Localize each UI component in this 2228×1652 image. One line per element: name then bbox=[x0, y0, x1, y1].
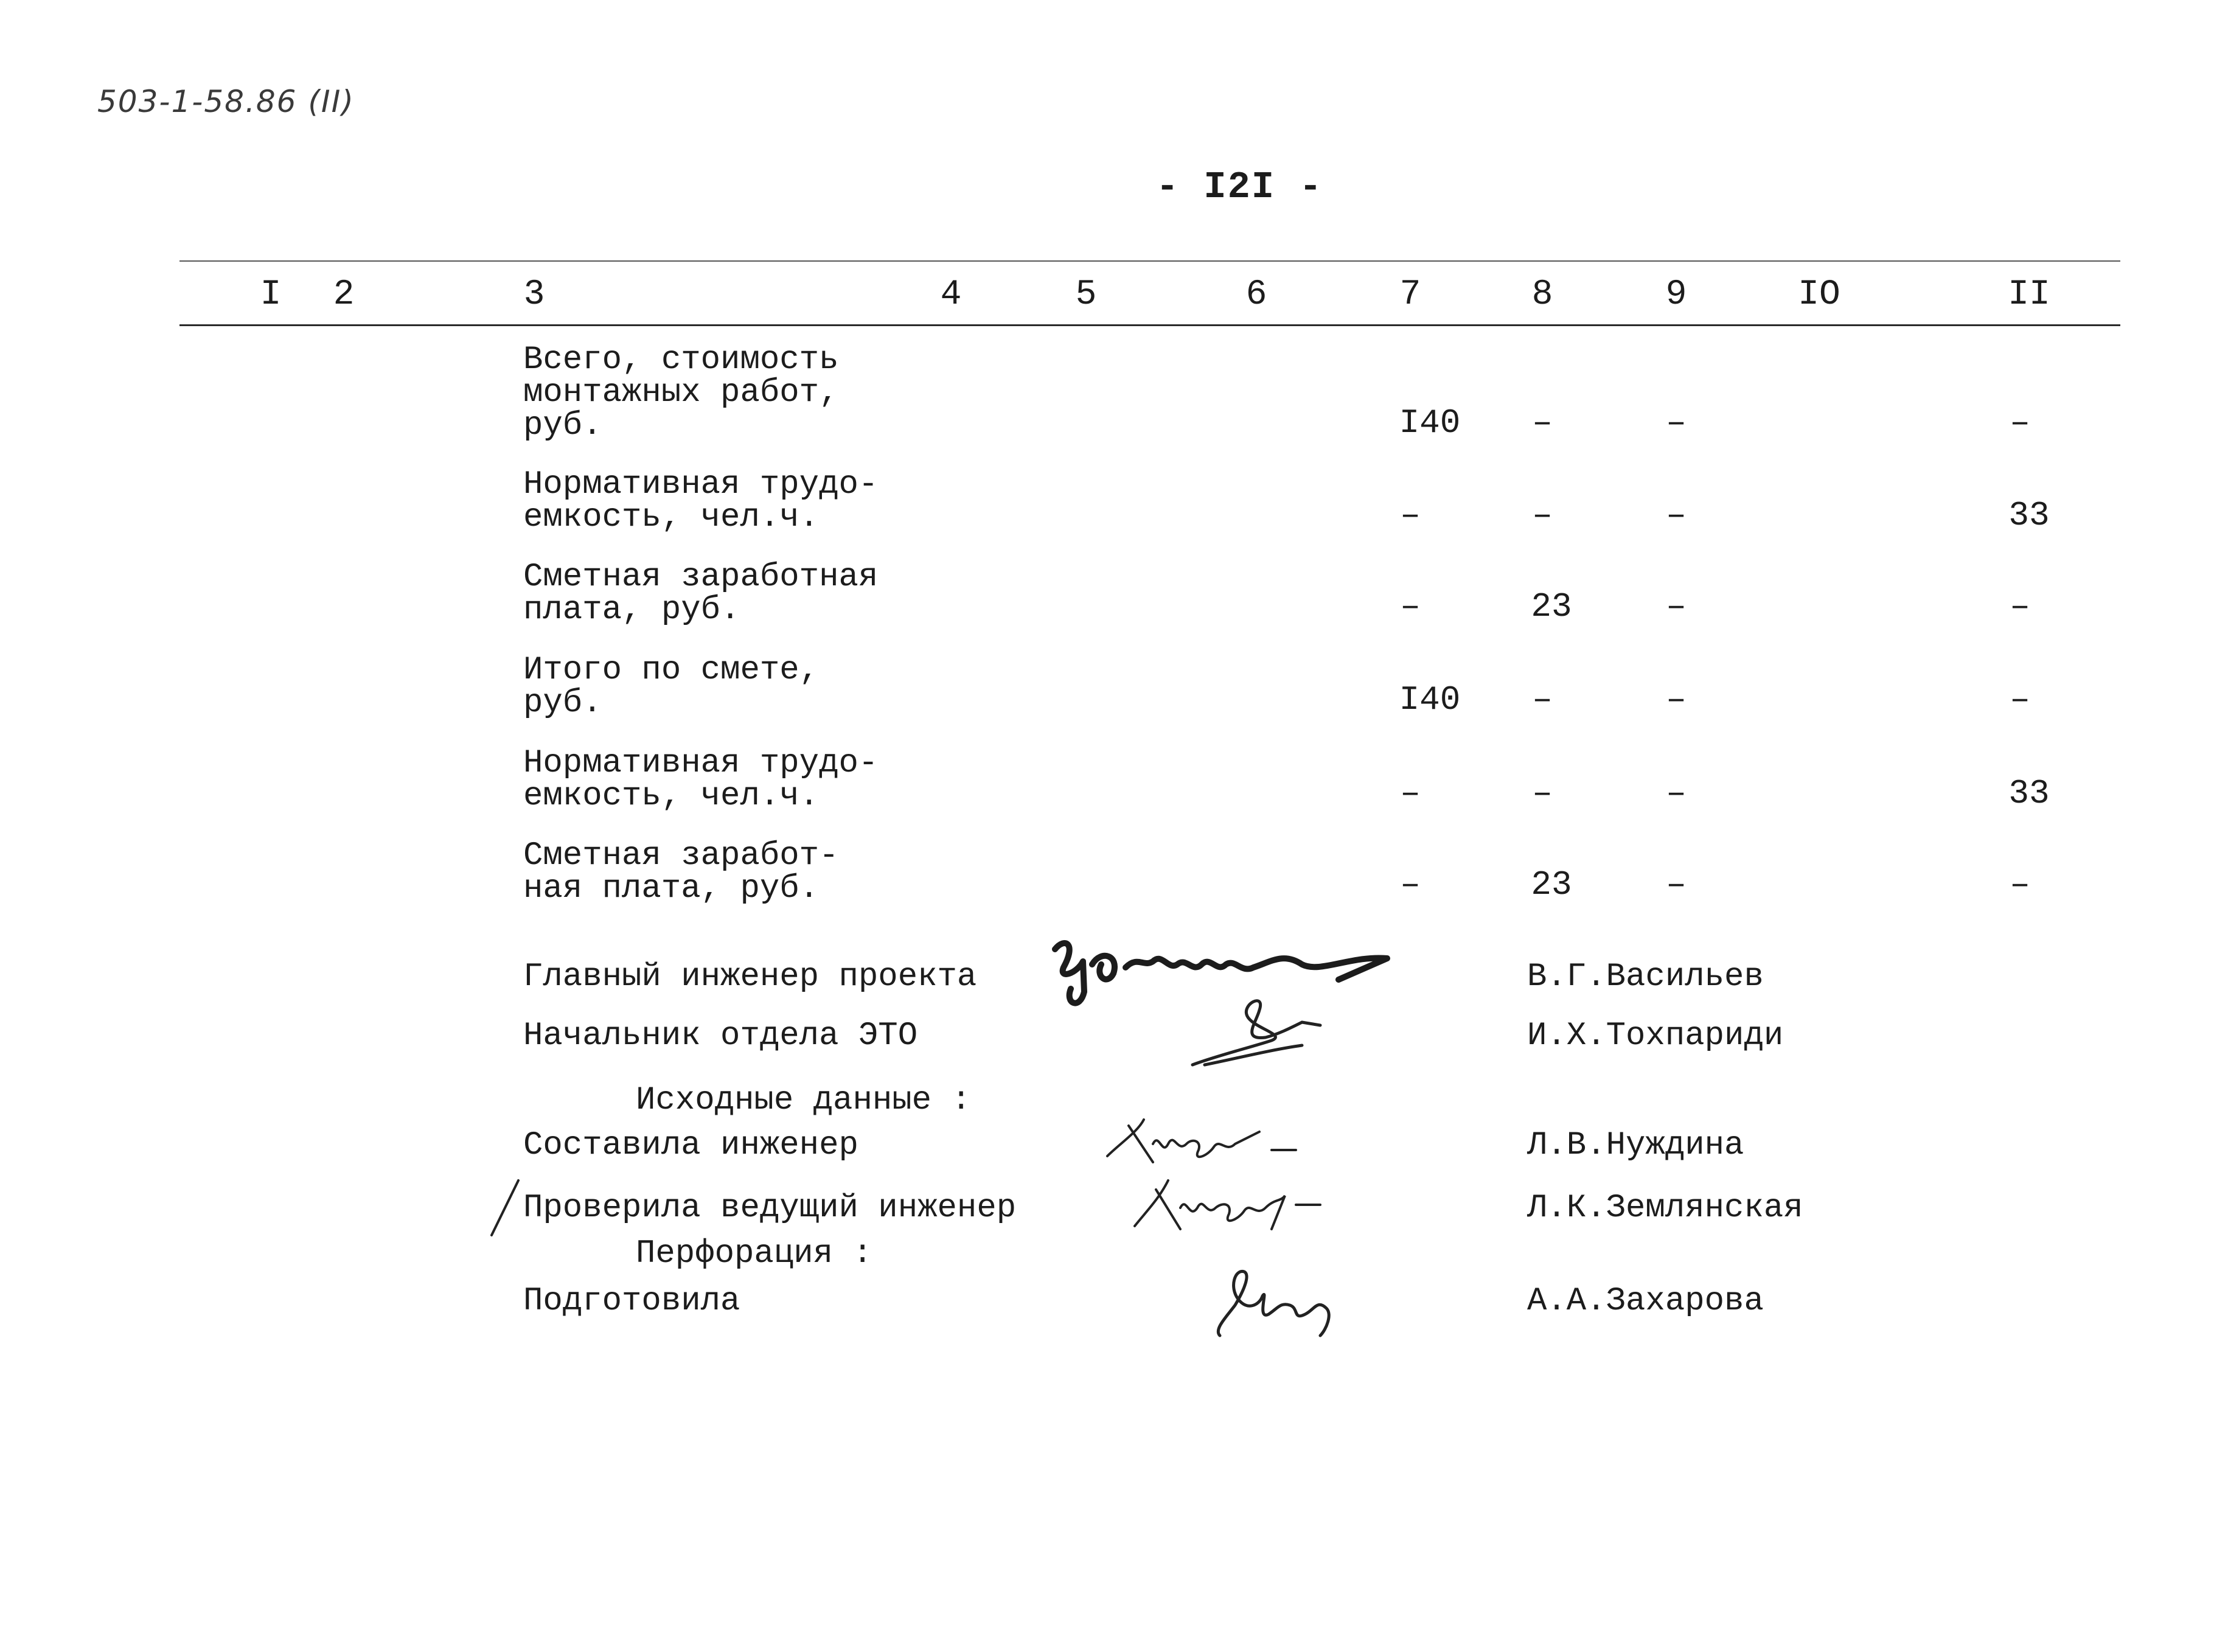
row4-col11: – bbox=[2010, 680, 2030, 719]
row6-col11: – bbox=[2010, 865, 2030, 904]
source-data-heading: Исходные данные : bbox=[636, 1082, 971, 1119]
row5-col8: – bbox=[1532, 774, 1553, 813]
row4-col9: – bbox=[1666, 680, 1687, 719]
compiled-by-name: Л.В.Нуждина bbox=[1527, 1127, 1744, 1164]
row1-col8: – bbox=[1532, 403, 1553, 442]
column-header-9: 9 bbox=[1665, 275, 1687, 315]
chief-engineer-name: В.Г.Васильев bbox=[1527, 958, 1764, 995]
row-label-total-installation: Всего, стоимость монтажных работ, руб. bbox=[523, 341, 839, 444]
column-header-3: 3 bbox=[523, 275, 545, 315]
chief-engineer-role: Главный инженер проекта bbox=[523, 958, 977, 995]
perforation-heading: Перфорация : bbox=[636, 1235, 872, 1272]
column-header-8: 8 bbox=[1531, 275, 1553, 315]
row1-col9: – bbox=[1666, 403, 1687, 442]
row3-col9: – bbox=[1666, 587, 1687, 626]
row-label-labor-intensity-total: Нормативная трудо- емкость, чел.ч. bbox=[523, 745, 879, 815]
row2-col8: – bbox=[1532, 496, 1553, 535]
row1-col11: – bbox=[2010, 403, 2030, 442]
column-header-6: 6 bbox=[1245, 275, 1267, 315]
checked-by-margin-mark bbox=[487, 1177, 523, 1238]
prepared-by-role: Подготовила bbox=[523, 1283, 740, 1320]
row3-col8: 23 bbox=[1531, 587, 1572, 626]
row5-col11: 33 bbox=[2008, 774, 2050, 813]
column-header-7: 7 bbox=[1399, 275, 1421, 315]
row2-col11: 33 bbox=[2008, 496, 2050, 535]
compiled-by-role: Составила инженер bbox=[523, 1127, 858, 1164]
row6-col8: 23 bbox=[1531, 865, 1572, 904]
checked-by-role: Проверила ведущий инженер bbox=[523, 1190, 1017, 1227]
column-header-10: IO bbox=[1798, 275, 1840, 315]
prepared-by-name: А.А.Захарова bbox=[1527, 1283, 1764, 1320]
row2-col7: – bbox=[1400, 496, 1421, 535]
row3-col7: – bbox=[1400, 587, 1421, 626]
row-label-estimated-wages-total: Сметная заработ- ная плата, руб. bbox=[523, 837, 839, 907]
row3-col11: – bbox=[2010, 587, 2030, 626]
row1-col7: I40 bbox=[1399, 403, 1461, 442]
page-number: - I2I - bbox=[1156, 166, 1323, 209]
table-header-rule bbox=[179, 324, 2120, 326]
column-header-5: 5 bbox=[1075, 275, 1097, 315]
department-head-name: И.Х.Тохпариди bbox=[1527, 1017, 1784, 1054]
row6-col7: – bbox=[1400, 865, 1421, 904]
checked-by-name: Л.К.Землянская bbox=[1527, 1190, 1803, 1227]
row6-col9: – bbox=[1666, 865, 1687, 904]
document-code: 503-1-58.86 (II) bbox=[97, 84, 355, 119]
row-label-estimated-wages: Сметная заработная плата, руб. bbox=[523, 559, 879, 629]
row-label-labor-intensity: Нормативная трудо- емкость, чел.ч. bbox=[523, 466, 879, 536]
prepared-by-signature bbox=[1202, 1263, 1348, 1348]
table-top-rule bbox=[179, 260, 2120, 262]
column-header-2: 2 bbox=[333, 275, 355, 315]
row4-col8: – bbox=[1532, 680, 1553, 719]
department-head-role: Начальник отдела ЭТО bbox=[523, 1017, 918, 1054]
column-header-1: I bbox=[260, 275, 282, 315]
column-header-4: 4 bbox=[940, 275, 962, 315]
department-head-signature bbox=[1180, 974, 1339, 1077]
checked-by-signature bbox=[1126, 1168, 1345, 1241]
column-header-11: II bbox=[2008, 275, 2050, 315]
row4-col7: I40 bbox=[1399, 680, 1461, 719]
row5-col9: – bbox=[1666, 774, 1687, 813]
row5-col7: – bbox=[1400, 774, 1421, 813]
row-label-estimate-total: Итого по смете, руб. bbox=[523, 652, 820, 722]
row2-col9: – bbox=[1666, 496, 1687, 535]
